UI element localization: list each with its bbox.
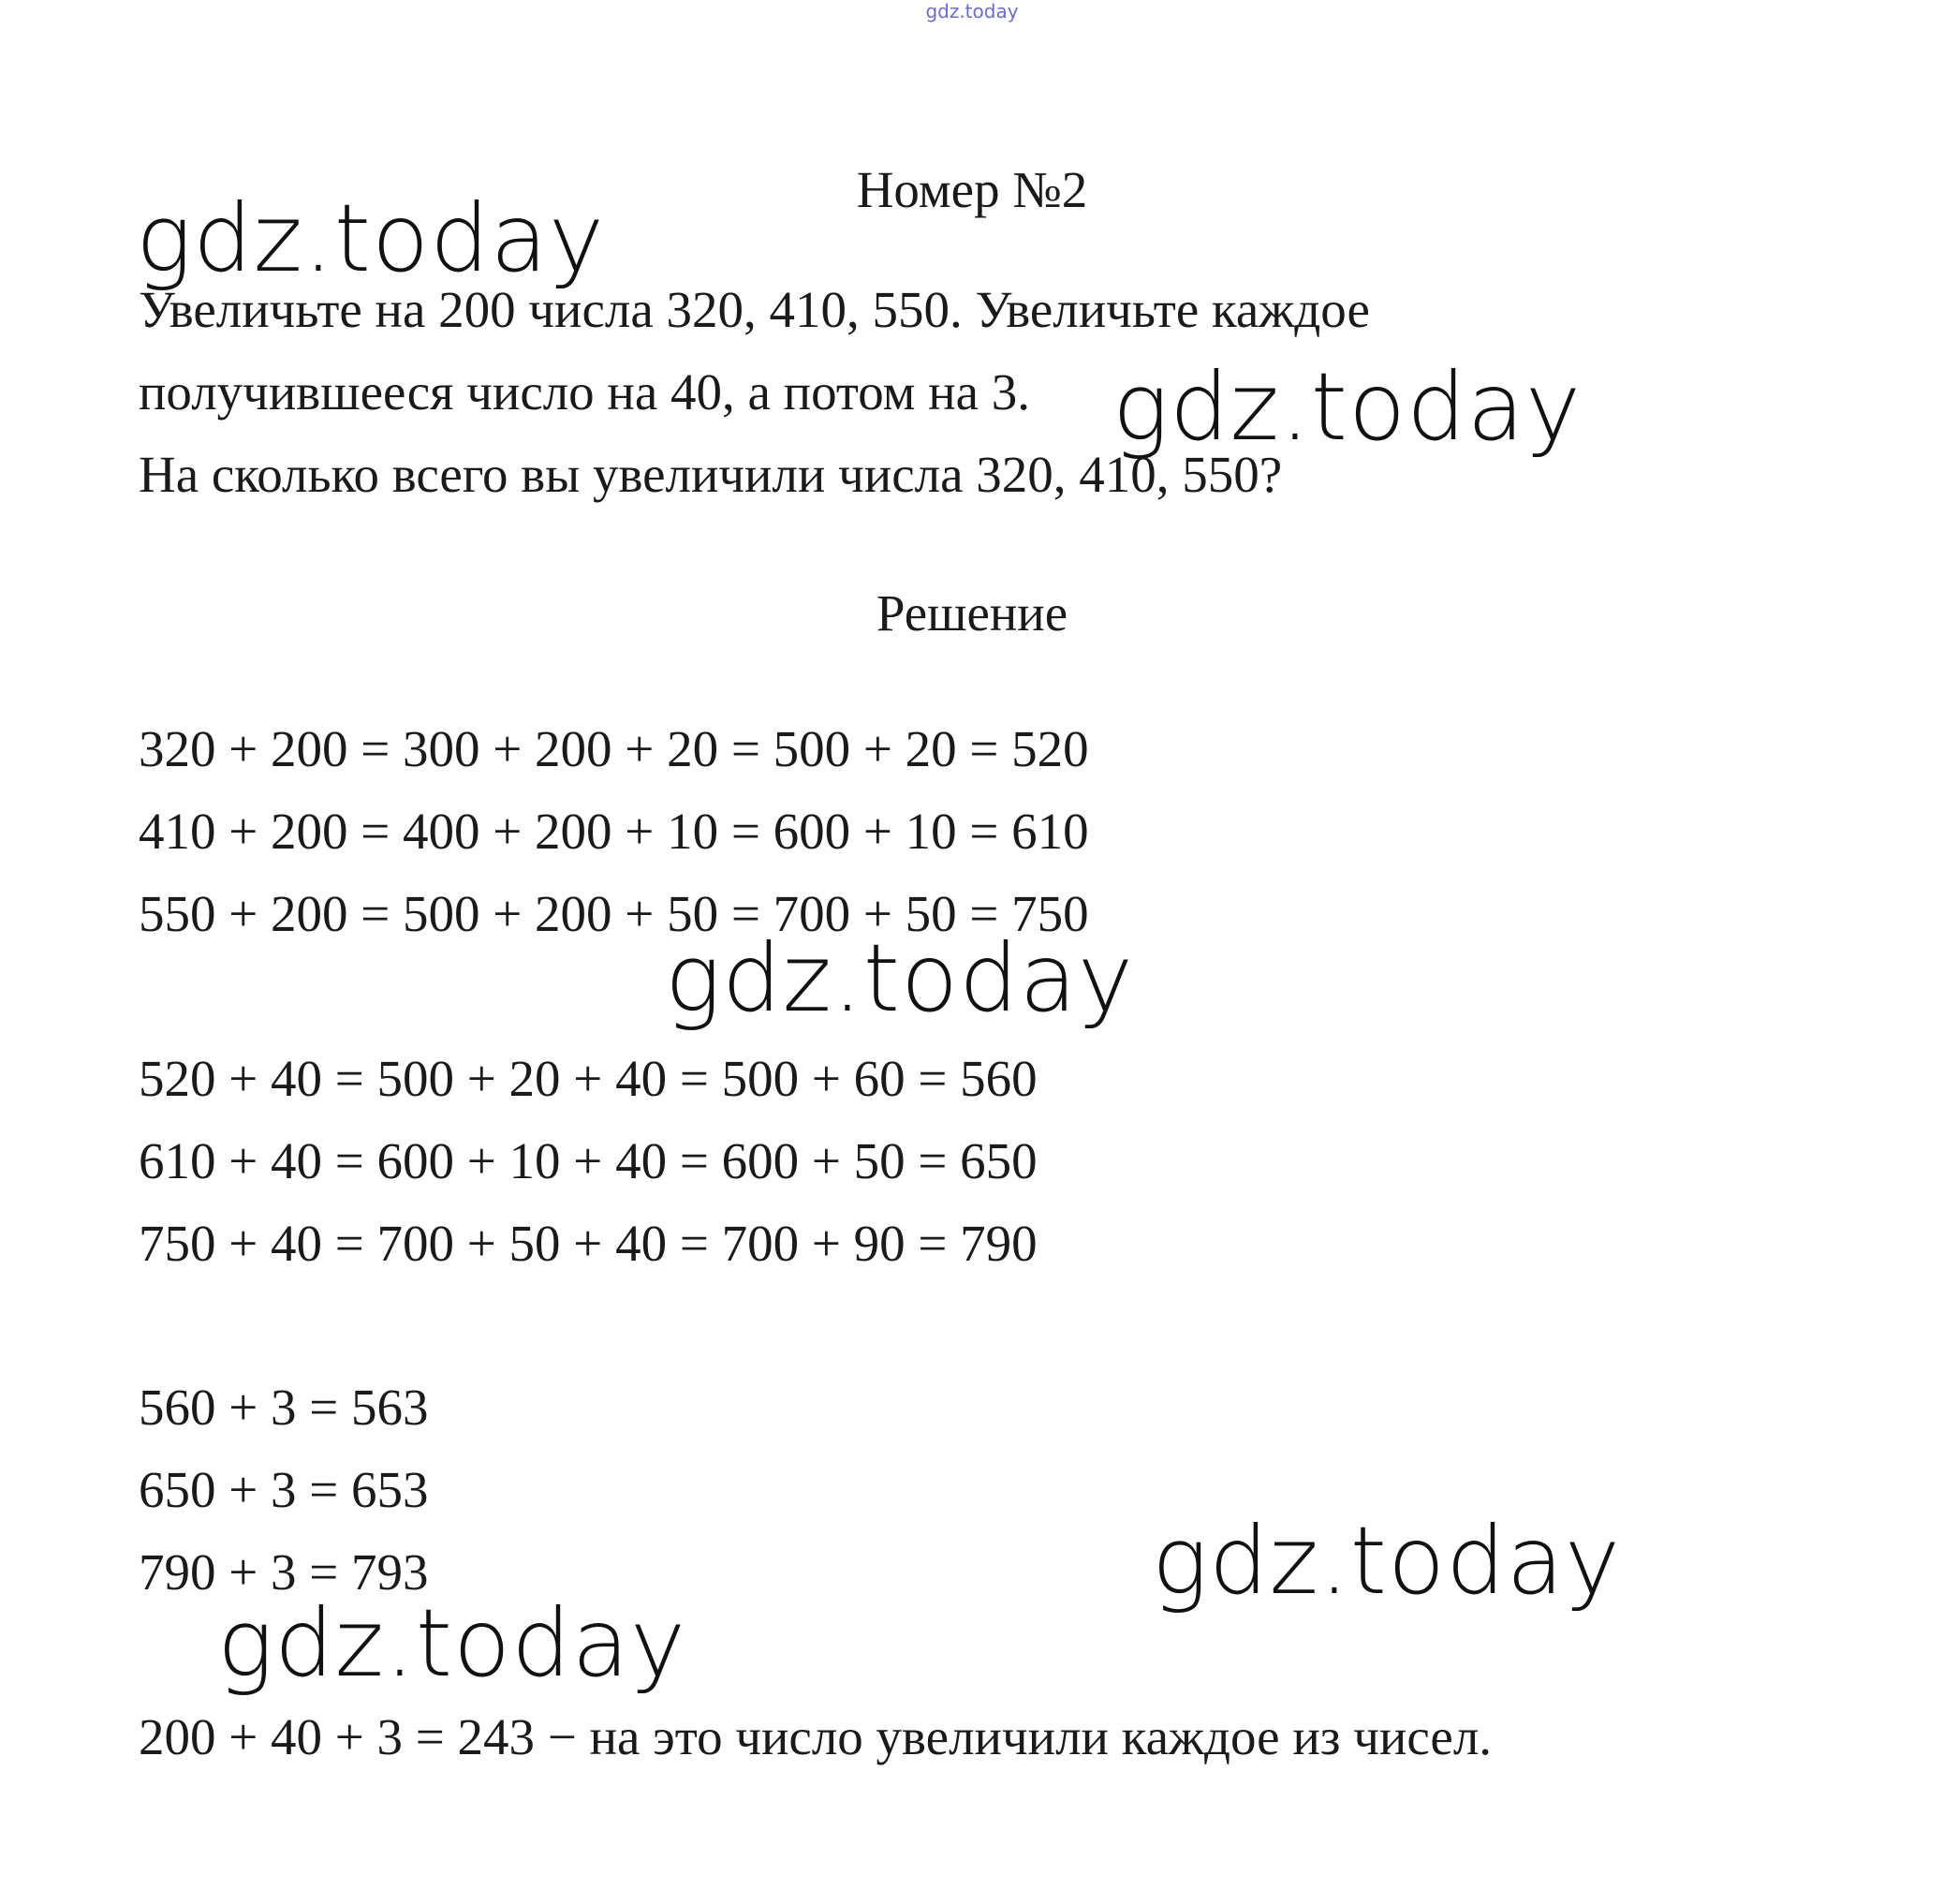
step1-line: 320 + 200 = 300 + 200 + 20 = 500 + 20 = 520	[139, 720, 1089, 777]
step3-line: 790 + 3 = 793	[139, 1543, 429, 1601]
watermark: gdz.today	[665, 923, 1135, 1033]
step2-line: 610 + 40 = 600 + 10 + 40 = 600 + 50 = 650	[139, 1132, 1038, 1189]
solution-heading: Решение	[876, 584, 1068, 642]
watermark: gdz.today	[136, 184, 606, 293]
step1-line: 410 + 200 = 400 + 200 + 10 = 600 + 10 = 610	[139, 803, 1089, 860]
answer-line: 200 + 40 + 3 = 243 − на это число увеличили каждое из чисел.	[139, 1708, 1493, 1765]
task-line-3: На сколько всего вы увеличили числа 320, 410, 550?	[139, 446, 1283, 503]
header-watermark: gdz.today	[925, 0, 1019, 22]
step2-line: 520 + 40 = 500 + 20 + 40 = 500 + 60 = 560	[139, 1050, 1038, 1107]
watermark: gdz.today	[1152, 1506, 1622, 1616]
step3-line: 560 + 3 = 563	[139, 1379, 429, 1436]
task-line-1: Увеличьте на 200 числа 320, 410, 550. Увеличьте каждое	[139, 281, 1370, 338]
page-title: Номер №2	[856, 161, 1088, 218]
watermark: gdz.today	[1112, 352, 1583, 462]
step3-line: 650 + 3 = 653	[139, 1461, 429, 1518]
step2-line: 750 + 40 = 700 + 50 + 40 = 700 + 90 = 790	[139, 1215, 1038, 1272]
step1-line: 550 + 200 = 500 + 200 + 50 = 700 + 50 = 750	[139, 885, 1089, 942]
watermark: gdz.today	[217, 1588, 687, 1698]
task-line-2: получившееся число на 40, а потом на 3.	[139, 363, 1031, 421]
